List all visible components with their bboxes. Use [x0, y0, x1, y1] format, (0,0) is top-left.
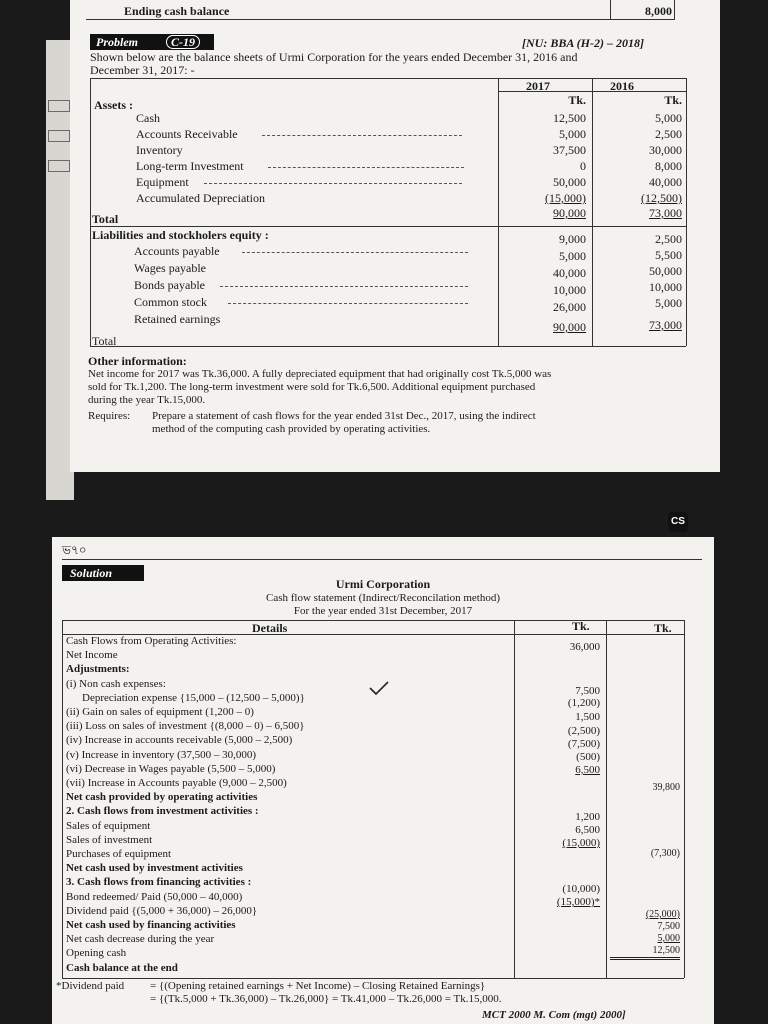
check-mark-icon	[368, 680, 390, 696]
asset-value-2017: 5,000	[559, 127, 586, 141]
problem-tag	[90, 34, 214, 50]
asset-value-2016: (12,500)	[641, 191, 682, 205]
liabilities-heading: Liabilities and stockholers equity :	[92, 228, 269, 242]
cash-flow-value-tk2: (7,300)	[650, 848, 680, 859]
asset-label: Accumulated Depreciation	[136, 191, 265, 205]
cash-flow-value-tk1: 1,500	[575, 711, 600, 723]
solution-label: Solution	[70, 566, 113, 580]
assets-total-label: Total	[92, 212, 119, 226]
liability-value-2016: 5,500	[655, 248, 682, 262]
edge-mark	[48, 160, 70, 172]
other-info-line-2: sold for Tk.1,200. The long-term investment were sold for Tk.6,500. Additional equipment purchased	[88, 381, 536, 393]
cash-flow-value-tk1: 6,500	[575, 824, 600, 836]
footer-reference: MCT 2000 M. Com (mgt) 2000]	[482, 1009, 626, 1021]
solution-page	[52, 537, 714, 1024]
asset-value-2017: 12,500	[553, 111, 586, 125]
cash-flow-row-label: Net cash used by financing activities	[66, 919, 236, 931]
camscanner-logo: CS	[668, 512, 688, 532]
asset-value-2016: 2,500	[655, 127, 682, 141]
asset-label: Cash	[136, 111, 160, 125]
cash-flow-value-tk1: (10,000)	[562, 883, 600, 895]
asset-label: Equipment	[136, 175, 189, 189]
company-name: Urmi Corporation	[335, 577, 431, 591]
column-2017: 2017	[526, 79, 550, 93]
liability-value-2017: 40,000	[553, 266, 586, 280]
edge-mark	[48, 130, 70, 142]
asset-value-2017: 37,500	[553, 143, 586, 157]
liability-label: Common stock	[134, 295, 208, 309]
problem-code: C-19	[166, 35, 200, 49]
asset-value-2017: 50,000	[553, 175, 586, 189]
asset-value-2017: 0	[580, 159, 586, 173]
intro-line-2: December 31, 2017: -	[90, 63, 195, 77]
liability-value-2016: 2,500	[655, 232, 682, 246]
cash-flow-value-tk2: 12,500	[610, 945, 680, 960]
cash-flow-row-label: (i) Non cash expenses:	[66, 677, 166, 690]
exam-reference: [NU: BBA (H-2) – 2018]	[522, 36, 644, 50]
cash-flow-row-label: (v) Increase in inventory (37,500 – 30,000)	[66, 748, 257, 761]
cash-flow-value-tk2: 39,800	[652, 782, 680, 793]
prev-value: 8,000	[645, 4, 672, 18]
liability-value-2017: 10,000	[553, 283, 586, 297]
cash-flow-row-label: Purchases of equipment	[66, 848, 172, 860]
leader-dots	[228, 303, 468, 304]
problem-page	[70, 0, 720, 472]
asset-value-2016: 30,000	[649, 143, 682, 157]
asset-label: Inventory	[136, 143, 183, 157]
page-number: ভ৭০	[62, 543, 87, 557]
cash-flow-value-tk1: (2,500)	[567, 725, 600, 737]
other-info-line-1: Net income for 2017 was Tk.36,000. A fully depreciated equipment that had originally cost Tk.5,000 was	[88, 368, 552, 380]
liability-value-2016: 10,000	[649, 280, 682, 294]
cash-flow-row-label: Net cash decrease during the year	[66, 933, 215, 946]
cash-flow-value-tk1: 36,000	[569, 641, 600, 653]
cash-flow-value-tk1: (15,000)	[562, 837, 600, 849]
other-info-line-3: during the year Tk.15,000.	[88, 394, 206, 406]
leader-dots	[204, 183, 462, 184]
asset-value-2016: 8,000	[655, 159, 682, 173]
cash-flow-row-label: Net Income	[66, 649, 118, 662]
assets-total-2017: 90,000	[553, 206, 586, 220]
liability-value-2016: 50,000	[649, 264, 682, 278]
cash-flow-row-label: 3. Cash flows from financing activities :	[66, 876, 252, 889]
edge-mark	[48, 100, 70, 112]
assets-total-2016: 73,000	[649, 206, 682, 220]
liab-total-label: Total	[92, 334, 117, 348]
cash-flow-row-label: Net cash used by investment activities	[66, 862, 243, 875]
cash-flow-row-label: Bond redeemed/ Paid (50,000 – 40,000)	[66, 890, 243, 903]
assets-heading: Assets :	[94, 98, 133, 112]
cash-flow-row-label: Opening cash	[66, 947, 127, 960]
footnote-line-2: = {(Tk.5,000 + Tk.36,000) – Tk.26,000} = Tk.41,000 – Tk.26,000 = Tk.15,000.	[150, 993, 502, 1005]
cash-flow-row-label: Sales of equipment	[66, 819, 151, 832]
tk-2017: Tk.	[568, 93, 586, 107]
cash-flow-value-tk1: (500)	[576, 751, 600, 763]
cash-flow-row-label: Cash balance at the end	[66, 961, 178, 974]
column-details: Details	[252, 621, 288, 635]
leader-dots	[220, 286, 468, 287]
cash-flow-value-tk1: (15,000)*	[556, 896, 600, 908]
column-tk-2: Tk.	[654, 621, 672, 635]
cash-flow-value-tk2: 7,500	[657, 921, 680, 932]
cash-flow-value-tk1: (7,500)	[567, 738, 600, 750]
asset-value-2016: 40,000	[649, 175, 682, 189]
cash-flow-row-label: Net cash provided by operating activities	[66, 791, 258, 804]
leader-dots	[262, 135, 462, 136]
leader-dots	[268, 167, 464, 168]
cash-flow-value-tk1: 6,500	[575, 764, 600, 776]
cash-flow-value-tk1: 1,200	[575, 811, 600, 823]
liability-label: Bonds payable	[134, 278, 205, 292]
asset-value-2016: 5,000	[655, 111, 682, 125]
cash-flow-row-label: (ii) Gain on sales of equipment (1,200 – 0)	[66, 706, 254, 718]
column-2016: 2016	[610, 79, 634, 93]
liability-value-2017: 9,000	[559, 232, 586, 246]
cash-flow-row-label: Depreciation expense {15,000 – (12,500 – 5,000)}	[82, 691, 305, 704]
other-info-heading: Other information:	[88, 354, 187, 368]
cash-flow-row-label: 2. Cash flows from investment activities :	[66, 805, 259, 818]
prev-label: Ending cash balance	[124, 4, 230, 18]
footnote-label: *Dividend paid	[56, 980, 125, 992]
cash-flow-row-label: (iii) Loss on sales of investment {(8,000 – 0) – 6,500}	[66, 720, 305, 733]
footnote-line-1: = {(Opening retained earnings + Net Income) – Closing Retained Earnings}	[150, 980, 486, 992]
cash-flow-row-label: Cash Flows from Operating Activities:	[66, 635, 237, 647]
liability-label: Wages payable	[134, 261, 206, 275]
cash-flow-row-label: Sales of investment	[66, 833, 153, 846]
liab-total-2017: 90,000	[553, 320, 586, 334]
cash-flow-row-label: (vii) Increase in Accounts payable (9,000 – 2,500)	[66, 777, 287, 789]
cash-flow-value-tk2: (25,000)	[645, 909, 680, 920]
liability-value-2017: 5,000	[559, 249, 586, 263]
tk-2016: Tk.	[664, 93, 682, 107]
requires-line-2: method of the computing cash provided by operating activities.	[152, 423, 431, 435]
statement-title: Cash flow statement (Indirect/Reconcilation method)	[266, 592, 500, 604]
cash-flow-row-label: (iv) Increase in accounts receivable (5,000 – 2,500)	[66, 734, 293, 747]
cash-flow-row-label: Adjustments:	[66, 663, 130, 676]
cash-flow-value-tk1: (1,200)	[567, 697, 600, 709]
statement-period: For the year ended 31st December, 2017	[293, 605, 473, 617]
cash-flow-row-label: (vi) Decrease in Wages payable (5,500 – 5,000)	[66, 762, 276, 775]
liab-total-2016: 73,000	[649, 318, 682, 332]
liability-label: Accounts payable	[134, 244, 220, 258]
column-tk-1: Tk.	[572, 619, 590, 633]
asset-value-2017: (15,000)	[545, 191, 586, 205]
asset-label: Long-term Investment	[136, 159, 244, 173]
asset-label: Accounts Receivable	[136, 127, 238, 141]
intro-line-1: Shown below are the balance sheets of Urmi Corporation for the years ended December 31, 2016 and	[90, 50, 578, 64]
requires-label: Requires:	[88, 410, 131, 422]
requires-line-1: Prepare a statement of cash flows for the year ended 31st Dec., 2017, using the indirect	[152, 410, 536, 422]
liability-value-2017: 26,000	[553, 300, 586, 314]
liability-label: Retained earnings	[134, 312, 221, 326]
leader-dots	[242, 252, 468, 253]
cash-flow-value-tk2: 5,000	[657, 933, 680, 944]
cash-flow-row-label: Dividend paid {(5,000 + 36,000) – 26,000}	[66, 904, 258, 917]
liability-value-2016: 5,000	[655, 296, 682, 310]
problem-label: Problem	[96, 35, 138, 49]
cash-flow-value-tk1: 7,500	[575, 685, 600, 697]
